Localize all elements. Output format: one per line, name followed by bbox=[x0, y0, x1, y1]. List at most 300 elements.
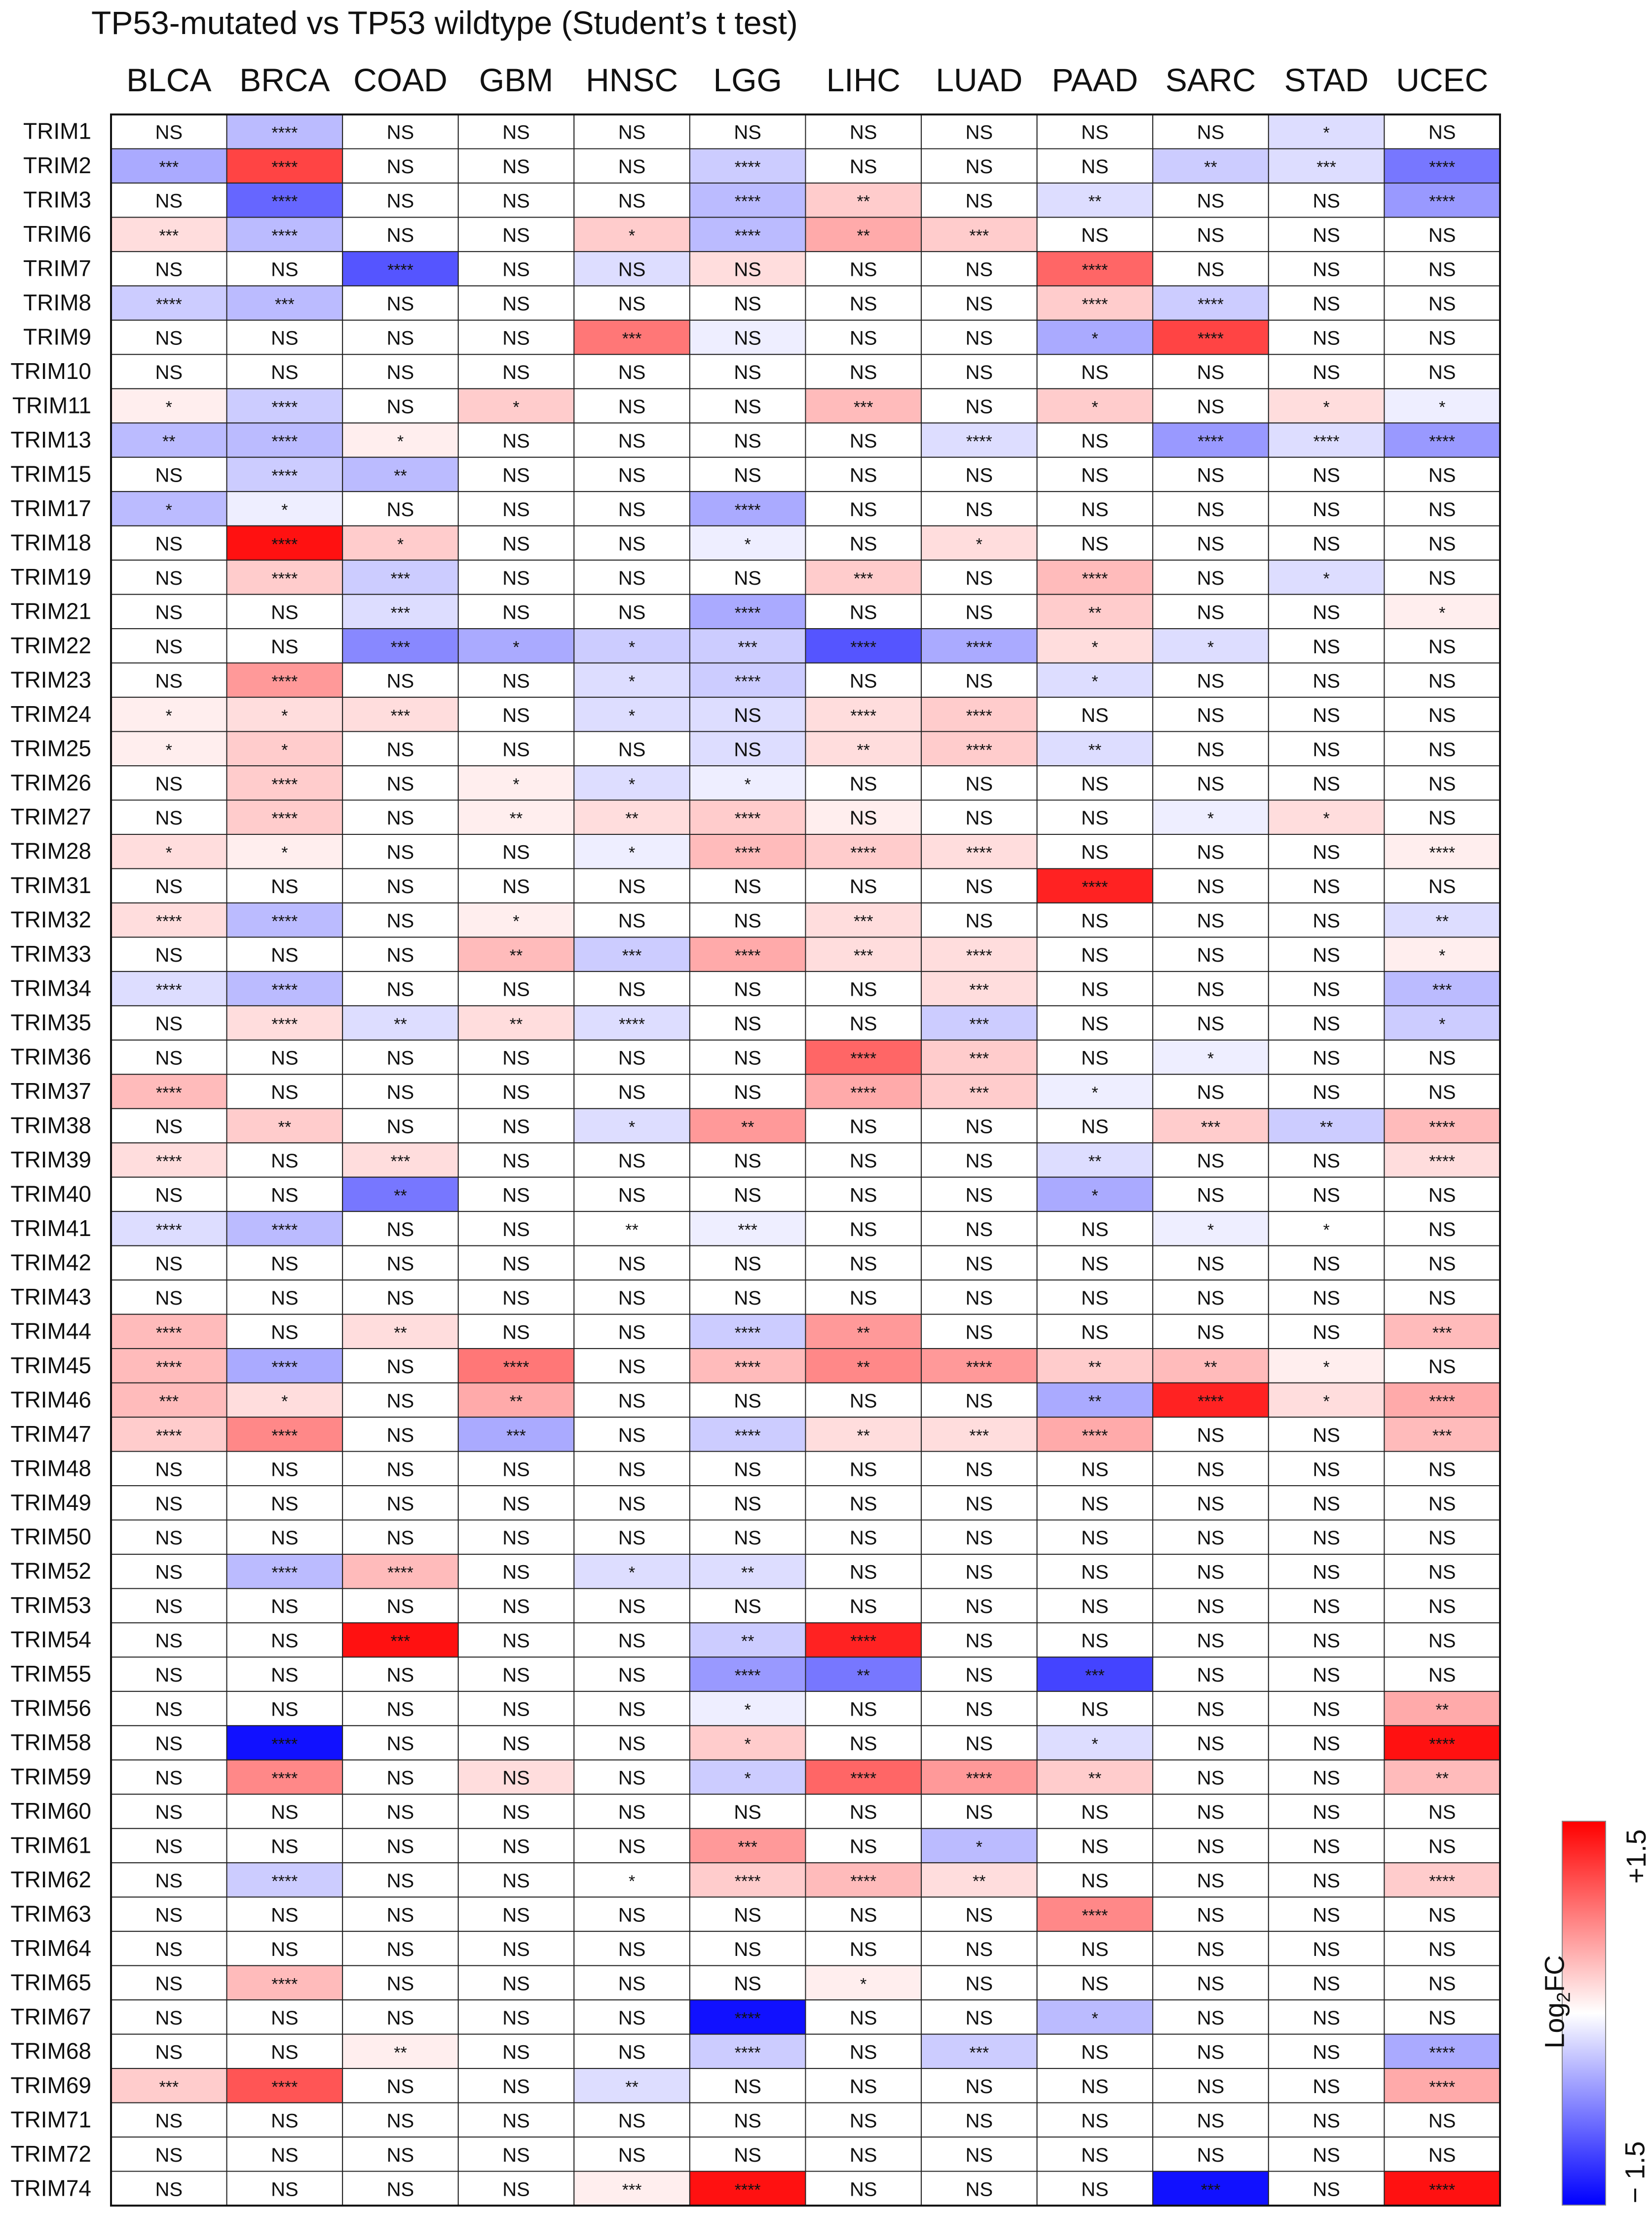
cell-label-trim65-sarc: NS bbox=[1197, 1973, 1225, 1995]
cell-label-trim23-stad: NS bbox=[1313, 670, 1340, 692]
cell-label-trim50-sarc: NS bbox=[1197, 1527, 1225, 1549]
cell-label-trim74-ucec: **** bbox=[1429, 2180, 1456, 2200]
row-label-trim15: TRIM15 bbox=[10, 461, 91, 487]
row-label-trim24: TRIM24 bbox=[10, 701, 91, 727]
cell-label-trim35-sarc: NS bbox=[1197, 1013, 1225, 1035]
cell-label-trim31-lgg: NS bbox=[734, 876, 761, 898]
cell-label-trim64-lihc: NS bbox=[850, 1938, 877, 1960]
cell-label-trim37-hnsc: NS bbox=[618, 1082, 646, 1104]
cell-label-trim54-paad: NS bbox=[1081, 1630, 1109, 1652]
row-label-trim74: TRIM74 bbox=[10, 2175, 91, 2201]
cell-label-trim3-brca: **** bbox=[271, 192, 298, 211]
cell-label-trim40-brca: NS bbox=[271, 1184, 299, 1206]
column-label-gbm: GBM bbox=[479, 62, 554, 98]
cell-label-trim1-sarc: NS bbox=[1197, 121, 1225, 144]
cell-label-trim44-brca: NS bbox=[271, 1321, 299, 1344]
cell-label-trim60-blca: NS bbox=[155, 1801, 183, 1824]
cell-label-trim18-paad: NS bbox=[1081, 533, 1109, 555]
cell-label-trim37-blca: **** bbox=[155, 1084, 182, 1103]
cell-label-trim38-ucec: **** bbox=[1429, 1118, 1456, 1137]
row-label-trim68: TRIM68 bbox=[10, 2038, 91, 2064]
cell-label-trim58-brca: **** bbox=[271, 1735, 298, 1754]
cell-label-trim11-stad: * bbox=[1323, 398, 1330, 417]
cell-label-trim46-ucec: **** bbox=[1429, 1392, 1456, 1411]
cell-label-trim67-sarc: NS bbox=[1197, 2007, 1225, 2029]
cell-label-trim24-brca: * bbox=[281, 706, 288, 725]
cell-label-trim71-lgg: NS bbox=[734, 2110, 761, 2132]
cell-label-trim33-lihc: *** bbox=[853, 946, 873, 966]
row-label-trim39: TRIM39 bbox=[10, 1147, 91, 1172]
cell-label-trim17-luad: NS bbox=[965, 498, 993, 521]
cell-label-trim37-gbm: NS bbox=[502, 1082, 530, 1104]
cell-label-trim61-coad: NS bbox=[386, 1836, 414, 1858]
row-label-trim47: TRIM47 bbox=[10, 1421, 91, 1447]
column-label-lihc: LIHC bbox=[826, 62, 901, 98]
cell-label-trim69-coad: NS bbox=[386, 2075, 414, 2098]
cell-label-trim15-brca: **** bbox=[271, 466, 298, 486]
row-label-trim65: TRIM65 bbox=[10, 1969, 91, 1995]
cell-label-trim3-lgg: **** bbox=[734, 192, 761, 211]
cell-label-trim38-brca: ** bbox=[278, 1118, 292, 1137]
cell-label-trim32-coad: NS bbox=[386, 910, 414, 932]
cell-label-trim46-hnsc: NS bbox=[618, 1390, 646, 1412]
column-label-brca: BRCA bbox=[239, 62, 330, 98]
cell-label-trim52-blca: NS bbox=[155, 1561, 183, 1583]
cell-label-trim21-sarc: NS bbox=[1197, 601, 1225, 624]
cell-label-trim38-stad: ** bbox=[1319, 1118, 1333, 1137]
cell-label-trim2-hnsc: NS bbox=[618, 156, 646, 178]
cell-label-trim53-blca: NS bbox=[155, 1596, 183, 1618]
cell-label-trim36-coad: NS bbox=[386, 1047, 414, 1069]
cell-label-trim58-ucec: **** bbox=[1429, 1735, 1456, 1754]
cell-label-trim1-gbm: NS bbox=[502, 121, 530, 144]
cell-label-trim61-paad: NS bbox=[1081, 1836, 1109, 1858]
cell-label-trim36-lihc: **** bbox=[850, 1049, 877, 1068]
cell-label-trim62-lgg: **** bbox=[734, 1872, 761, 1891]
cell-label-trim36-lgg: NS bbox=[734, 1047, 761, 1069]
row-label-trim46: TRIM46 bbox=[10, 1387, 91, 1413]
cell-label-trim60-lgg: NS bbox=[734, 1801, 761, 1824]
cell-label-trim8-hnsc: NS bbox=[618, 293, 646, 315]
cell-label-trim6-luad: *** bbox=[969, 226, 989, 246]
cell-label-trim53-lihc: NS bbox=[850, 1596, 877, 1618]
cell-label-trim49-blca: NS bbox=[155, 1493, 183, 1515]
cell-label-trim68-sarc: NS bbox=[1197, 2041, 1225, 2063]
cell-label-trim35-ucec: * bbox=[1439, 1015, 1446, 1034]
cell-label-trim35-stad: NS bbox=[1313, 1013, 1340, 1035]
cell-label-trim42-lgg: NS bbox=[734, 1253, 761, 1275]
cell-label-trim8-lihc: NS bbox=[850, 293, 877, 315]
cell-label-trim9-paad: * bbox=[1091, 329, 1098, 348]
cell-label-trim31-paad: **** bbox=[1082, 878, 1108, 897]
colorbar-title: Log$_2$FC bbox=[1539, 1955, 1575, 2049]
cell-label-trim47-blca: **** bbox=[155, 1426, 182, 1445]
cell-label-trim13-gbm: NS bbox=[502, 430, 530, 452]
cell-label-trim56-lihc: NS bbox=[850, 1698, 877, 1721]
cell-label-trim65-luad: NS bbox=[965, 1973, 993, 1995]
cell-label-trim27-stad: * bbox=[1323, 809, 1330, 828]
row-label-trim18: TRIM18 bbox=[10, 529, 91, 556]
cell-label-trim25-stad: NS bbox=[1313, 739, 1340, 761]
cell-label-trim26-luad: NS bbox=[965, 773, 993, 795]
cell-label-trim34-blca: **** bbox=[155, 980, 182, 1000]
cell-label-trim27-ucec: NS bbox=[1428, 807, 1456, 829]
cell-label-trim49-lgg: NS bbox=[734, 1493, 761, 1515]
cell-label-trim44-hnsc: NS bbox=[618, 1321, 646, 1344]
cell-label-trim26-blca: NS bbox=[155, 773, 183, 795]
cell-label-trim10-paad: NS bbox=[1081, 362, 1109, 384]
row-label-trim61: TRIM61 bbox=[10, 1832, 91, 1858]
cell-label-trim40-ucec: NS bbox=[1428, 1184, 1456, 1206]
cell-label-trim54-brca: NS bbox=[271, 1630, 299, 1652]
cell-label-trim23-coad: NS bbox=[386, 670, 414, 692]
cell-label-trim39-paad: ** bbox=[1088, 1152, 1102, 1171]
cell-label-trim72-stad: NS bbox=[1313, 2144, 1340, 2166]
cell-label-trim10-luad: NS bbox=[965, 362, 993, 384]
cell-label-trim10-lgg: NS bbox=[734, 362, 761, 384]
cell-label-trim52-luad: NS bbox=[965, 1561, 993, 1583]
cell-label-trim28-lihc: **** bbox=[850, 843, 877, 863]
row-label-trim26: TRIM26 bbox=[10, 769, 91, 795]
row-label-trim9: TRIM9 bbox=[23, 324, 91, 350]
cell-label-trim2-stad: *** bbox=[1316, 158, 1336, 177]
cell-label-trim45-brca: **** bbox=[271, 1357, 298, 1377]
row-label-trim22: TRIM22 bbox=[10, 632, 91, 658]
cell-label-trim68-luad: *** bbox=[969, 2043, 989, 2063]
cell-label-trim27-lgg: **** bbox=[734, 809, 761, 828]
cell-label-trim37-brca: NS bbox=[271, 1082, 299, 1104]
cell-label-trim11-ucec: * bbox=[1439, 398, 1446, 417]
cell-label-trim43-blca: NS bbox=[155, 1287, 183, 1309]
cell-label-trim32-paad: NS bbox=[1081, 910, 1109, 932]
row-label-trim54: TRIM54 bbox=[10, 1626, 91, 1652]
column-label-lgg: LGG bbox=[713, 62, 782, 98]
cell-label-trim63-blca: NS bbox=[155, 1904, 183, 1926]
cell-label-trim27-coad: NS bbox=[386, 807, 414, 829]
cell-label-trim21-coad: *** bbox=[390, 603, 411, 623]
cell-label-trim13-sarc: **** bbox=[1198, 432, 1224, 451]
cell-label-trim15-hnsc: NS bbox=[618, 464, 646, 487]
cell-label-trim8-coad: NS bbox=[386, 293, 414, 315]
cell-label-trim40-lgg: NS bbox=[734, 1184, 761, 1206]
row-label-trim48: TRIM48 bbox=[10, 1455, 91, 1481]
cell-label-trim8-paad: **** bbox=[1082, 295, 1108, 314]
cell-label-trim43-luad: NS bbox=[965, 1287, 993, 1309]
cell-label-trim39-lgg: NS bbox=[734, 1150, 761, 1172]
cell-label-trim46-paad: ** bbox=[1088, 1392, 1102, 1411]
cell-label-trim43-coad: NS bbox=[386, 1287, 414, 1309]
row-label-trim45: TRIM45 bbox=[10, 1352, 91, 1378]
cell-label-trim26-paad: NS bbox=[1081, 773, 1109, 795]
cell-label-trim60-luad: NS bbox=[965, 1801, 993, 1824]
cell-label-trim23-brca: **** bbox=[271, 672, 298, 691]
cell-label-trim68-coad: ** bbox=[394, 2043, 407, 2063]
cell-label-trim46-luad: NS bbox=[965, 1390, 993, 1412]
cell-label-trim17-hnsc: NS bbox=[618, 498, 646, 521]
row-label-trim17: TRIM17 bbox=[10, 495, 91, 521]
cell-label-trim26-stad: NS bbox=[1313, 773, 1340, 795]
cell-label-trim63-coad: NS bbox=[386, 1904, 414, 1926]
cell-label-trim36-brca: NS bbox=[271, 1047, 299, 1069]
cell-label-trim44-ucec: *** bbox=[1432, 1323, 1452, 1343]
cell-label-trim60-sarc: NS bbox=[1197, 1801, 1225, 1824]
cell-label-trim1-luad: NS bbox=[965, 121, 993, 144]
cell-label-trim15-lihc: NS bbox=[850, 464, 877, 487]
cell-label-trim11-lgg: NS bbox=[734, 396, 761, 418]
cell-label-trim34-luad: *** bbox=[969, 980, 989, 1000]
cell-label-trim41-paad: NS bbox=[1081, 1218, 1109, 1240]
cell-label-trim61-hnsc: NS bbox=[618, 1836, 646, 1858]
cell-label-trim44-coad: ** bbox=[394, 1323, 407, 1343]
cell-label-trim68-hnsc: NS bbox=[618, 2041, 646, 2063]
cell-label-trim25-brca: * bbox=[281, 741, 288, 760]
cell-label-trim31-hnsc: NS bbox=[618, 876, 646, 898]
cell-label-trim15-stad: NS bbox=[1313, 464, 1340, 487]
cell-label-trim1-lihc: NS bbox=[850, 121, 877, 144]
cell-label-trim74-coad: NS bbox=[386, 2178, 414, 2201]
cell-label-trim13-lgg: NS bbox=[734, 430, 761, 452]
cell-label-trim10-sarc: NS bbox=[1197, 362, 1225, 384]
cell-label-trim42-luad: NS bbox=[965, 1253, 993, 1275]
cell-label-trim72-lihc: NS bbox=[850, 2144, 877, 2166]
cell-label-trim71-paad: NS bbox=[1081, 2110, 1109, 2132]
cell-label-trim25-gbm: NS bbox=[502, 739, 530, 761]
cell-label-trim36-hnsc: NS bbox=[618, 1047, 646, 1069]
cell-label-trim24-lihc: **** bbox=[850, 706, 877, 725]
row-label-trim10: TRIM10 bbox=[10, 358, 91, 384]
cell-label-trim7-stad: NS bbox=[1313, 259, 1340, 281]
cell-label-trim56-stad: NS bbox=[1313, 1698, 1340, 1721]
cell-label-trim10-stad: NS bbox=[1313, 362, 1340, 384]
cell-label-trim37-lihc: **** bbox=[850, 1084, 877, 1103]
cell-label-trim36-stad: NS bbox=[1313, 1047, 1340, 1069]
cell-label-trim35-brca: **** bbox=[271, 1015, 298, 1034]
cell-label-trim21-stad: NS bbox=[1313, 601, 1340, 624]
cell-label-trim41-luad: NS bbox=[965, 1218, 993, 1240]
cell-label-trim56-brca: NS bbox=[271, 1698, 299, 1721]
cell-label-trim22-lihc: **** bbox=[850, 638, 877, 657]
cell-label-trim15-coad: ** bbox=[394, 466, 407, 486]
cell-label-trim25-sarc: NS bbox=[1197, 739, 1225, 761]
row-label-trim23: TRIM23 bbox=[10, 667, 91, 693]
cell-label-trim55-lihc: ** bbox=[857, 1666, 870, 1686]
cell-label-trim45-paad: ** bbox=[1088, 1357, 1102, 1377]
cell-label-trim58-gbm: NS bbox=[502, 1733, 530, 1755]
cell-label-trim56-lgg: * bbox=[744, 1700, 751, 1720]
cell-label-trim21-paad: ** bbox=[1088, 603, 1102, 623]
cell-label-trim18-gbm: NS bbox=[502, 533, 530, 555]
cell-label-trim65-blca: NS bbox=[155, 1973, 183, 1995]
cell-label-trim26-lihc: NS bbox=[850, 773, 877, 795]
cell-label-trim42-brca: NS bbox=[271, 1253, 299, 1275]
cell-label-trim45-luad: **** bbox=[966, 1357, 992, 1377]
chart-title: TP53-mutated vs TP53 wildtype (Student’s t test) bbox=[91, 4, 798, 41]
cell-label-trim40-luad: NS bbox=[965, 1184, 993, 1206]
cell-label-trim55-brca: NS bbox=[271, 1664, 299, 1687]
cell-label-trim34-sarc: NS bbox=[1197, 978, 1225, 1001]
cell-label-trim23-lgg: **** bbox=[734, 672, 761, 691]
cell-label-trim40-paad: * bbox=[1091, 1186, 1098, 1205]
cell-label-trim27-blca: NS bbox=[155, 807, 183, 829]
cell-label-trim13-coad: * bbox=[397, 432, 404, 451]
cell-label-trim41-lihc: NS bbox=[850, 1218, 877, 1240]
cell-label-trim3-gbm: NS bbox=[502, 190, 530, 212]
cell-label-trim21-gbm: NS bbox=[502, 601, 530, 624]
cell-label-trim56-hnsc: NS bbox=[618, 1698, 646, 1721]
cell-label-trim26-lgg: * bbox=[744, 775, 751, 794]
cell-label-trim45-blca: **** bbox=[155, 1357, 182, 1377]
cell-label-trim67-brca: NS bbox=[271, 2007, 299, 2029]
cell-label-trim74-sarc: *** bbox=[1201, 2180, 1221, 2200]
cell-label-trim49-hnsc: NS bbox=[618, 1493, 646, 1515]
cell-label-trim69-ucec: **** bbox=[1429, 2077, 1456, 2097]
cell-label-trim42-coad: NS bbox=[386, 1253, 414, 1275]
colorbar-max-label: +1.5 bbox=[1620, 1829, 1652, 1884]
cell-label-trim35-coad: ** bbox=[394, 1015, 407, 1034]
column-label-ucec: UCEC bbox=[1396, 62, 1489, 98]
cell-label-trim36-luad: *** bbox=[969, 1049, 989, 1068]
cell-label-trim31-luad: NS bbox=[965, 876, 993, 898]
cell-label-trim39-luad: NS bbox=[965, 1150, 993, 1172]
cell-label-trim24-stad: NS bbox=[1313, 704, 1340, 726]
cell-label-trim22-lgg: *** bbox=[738, 638, 758, 657]
cell-label-trim28-hnsc: * bbox=[629, 843, 636, 863]
cell-label-trim6-gbm: NS bbox=[502, 225, 530, 247]
cell-label-trim31-stad: NS bbox=[1313, 876, 1340, 898]
cell-label-trim41-ucec: NS bbox=[1428, 1218, 1456, 1240]
cell-label-trim59-ucec: ** bbox=[1435, 1769, 1449, 1788]
cell-label-trim41-brca: **** bbox=[271, 1220, 298, 1239]
cell-label-trim56-ucec: ** bbox=[1435, 1700, 1449, 1720]
cell-label-trim31-coad: NS bbox=[386, 876, 414, 898]
cell-label-trim48-luad: NS bbox=[965, 1459, 993, 1481]
cell-label-trim39-blca: **** bbox=[155, 1152, 182, 1171]
cell-label-trim54-hnsc: NS bbox=[618, 1630, 646, 1652]
cell-label-trim17-sarc: NS bbox=[1197, 498, 1225, 521]
cell-label-trim59-luad: **** bbox=[966, 1769, 992, 1788]
cell-label-trim6-brca: **** bbox=[271, 226, 298, 246]
cell-label-trim28-gbm: NS bbox=[502, 841, 530, 863]
cell-label-trim45-gbm: **** bbox=[503, 1357, 529, 1377]
cell-label-trim67-luad: NS bbox=[965, 2007, 993, 2029]
cell-label-trim6-sarc: NS bbox=[1197, 225, 1225, 247]
cell-label-trim74-stad: NS bbox=[1313, 2178, 1340, 2201]
cell-label-trim55-paad: *** bbox=[1085, 1666, 1105, 1686]
cell-label-trim58-luad: NS bbox=[965, 1733, 993, 1755]
cell-label-trim71-ucec: NS bbox=[1428, 2110, 1456, 2132]
cell-label-trim39-stad: NS bbox=[1313, 1150, 1340, 1172]
cell-label-trim47-brca: **** bbox=[271, 1426, 298, 1445]
cell-label-trim55-lgg: **** bbox=[734, 1666, 761, 1686]
cell-label-trim33-lgg: **** bbox=[734, 946, 761, 966]
cell-label-trim13-stad: **** bbox=[1313, 432, 1340, 451]
cell-label-trim38-hnsc: * bbox=[629, 1118, 636, 1137]
cell-label-trim31-gbm: NS bbox=[502, 876, 530, 898]
cell-label-trim48-sarc: NS bbox=[1197, 1459, 1225, 1481]
cell-label-trim33-brca: NS bbox=[271, 944, 299, 967]
cell-label-trim48-hnsc: NS bbox=[618, 1459, 646, 1481]
cell-label-trim22-luad: **** bbox=[966, 638, 992, 657]
cell-label-trim69-brca: **** bbox=[271, 2077, 298, 2097]
cell-label-trim63-luad: NS bbox=[965, 1904, 993, 1926]
cell-label-trim22-gbm: * bbox=[513, 638, 520, 657]
cell-label-trim17-ucec: NS bbox=[1428, 498, 1456, 521]
cell-label-trim1-hnsc: NS bbox=[618, 121, 646, 144]
cell-label-trim62-hnsc: * bbox=[629, 1872, 636, 1891]
cell-label-trim18-ucec: NS bbox=[1428, 533, 1456, 555]
cell-label-trim19-hnsc: NS bbox=[618, 567, 646, 589]
cell-label-trim61-ucec: NS bbox=[1428, 1836, 1456, 1858]
cell-label-trim34-lihc: NS bbox=[850, 978, 877, 1001]
cell-label-trim36-ucec: NS bbox=[1428, 1047, 1456, 1069]
cell-label-trim53-stad: NS bbox=[1313, 1596, 1340, 1618]
cell-label-trim42-sarc: NS bbox=[1197, 1253, 1225, 1275]
cell-label-trim43-lgg: NS bbox=[734, 1287, 761, 1309]
cell-label-trim13-luad: **** bbox=[966, 432, 992, 451]
cell-label-trim50-brca: NS bbox=[271, 1527, 299, 1549]
cell-label-trim64-ucec: NS bbox=[1428, 1938, 1456, 1960]
cell-label-trim40-lihc: NS bbox=[850, 1184, 877, 1206]
cell-label-trim28-lgg: **** bbox=[734, 843, 761, 863]
row-label-trim33: TRIM33 bbox=[10, 941, 91, 967]
row-label-trim50: TRIM50 bbox=[10, 1524, 91, 1550]
cell-label-trim69-lihc: NS bbox=[850, 2075, 877, 2098]
cell-label-trim68-lihc: NS bbox=[850, 2041, 877, 2063]
cell-label-trim62-brca: **** bbox=[271, 1872, 298, 1891]
cell-label-trim53-lgg: NS bbox=[734, 1596, 761, 1618]
row-label-trim43: TRIM43 bbox=[10, 1283, 91, 1310]
cell-label-trim2-gbm: NS bbox=[502, 156, 530, 178]
cell-label-trim45-ucec: NS bbox=[1428, 1355, 1456, 1378]
cell-label-trim35-gbm: ** bbox=[509, 1015, 523, 1034]
cell-label-trim59-lihc: **** bbox=[850, 1769, 877, 1788]
cell-label-trim10-gbm: NS bbox=[502, 362, 530, 384]
cell-label-trim67-lihc: NS bbox=[850, 2007, 877, 2029]
cell-label-trim62-gbm: NS bbox=[502, 1870, 530, 1892]
cell-label-trim61-brca: NS bbox=[271, 1836, 299, 1858]
cell-label-trim48-brca: NS bbox=[271, 1459, 299, 1481]
cell-label-trim61-stad: NS bbox=[1313, 1836, 1340, 1858]
cell-label-trim39-lihc: NS bbox=[850, 1150, 877, 1172]
cell-label-trim74-lihc: NS bbox=[850, 2178, 877, 2201]
cell-label-trim42-hnsc: NS bbox=[618, 1253, 646, 1275]
cell-label-trim74-lgg: **** bbox=[734, 2180, 761, 2200]
row-label-trim8: TRIM8 bbox=[23, 290, 91, 316]
cell-label-trim27-hnsc: ** bbox=[625, 809, 638, 828]
cell-label-trim64-gbm: NS bbox=[502, 1938, 530, 1960]
cell-label-trim45-stad: * bbox=[1323, 1357, 1330, 1377]
cell-label-trim3-stad: NS bbox=[1313, 190, 1340, 212]
cell-label-trim59-gbm: NS bbox=[502, 1767, 530, 1789]
cell-label-trim19-coad: *** bbox=[390, 569, 411, 588]
column-label-stad: STAD bbox=[1284, 62, 1369, 98]
cell-label-trim71-blca: NS bbox=[155, 2110, 183, 2132]
cell-label-trim9-gbm: NS bbox=[502, 327, 530, 349]
cell-label-trim26-sarc: NS bbox=[1197, 773, 1225, 795]
cell-label-trim27-brca: **** bbox=[271, 809, 298, 828]
cell-label-trim54-lihc: **** bbox=[850, 1632, 877, 1651]
cell-label-trim1-stad: * bbox=[1323, 123, 1330, 143]
cell-label-trim9-blca: NS bbox=[155, 327, 183, 349]
cell-label-trim8-blca: **** bbox=[155, 295, 182, 314]
cell-label-trim47-luad: *** bbox=[969, 1426, 989, 1445]
cell-label-trim8-brca: *** bbox=[275, 295, 295, 314]
cell-label-trim19-blca: NS bbox=[155, 567, 183, 589]
cell-label-trim11-lihc: *** bbox=[853, 398, 873, 417]
cell-label-trim42-lihc: NS bbox=[850, 1253, 877, 1275]
cell-label-trim15-sarc: NS bbox=[1197, 464, 1225, 487]
cell-label-trim45-sarc: ** bbox=[1204, 1357, 1217, 1377]
